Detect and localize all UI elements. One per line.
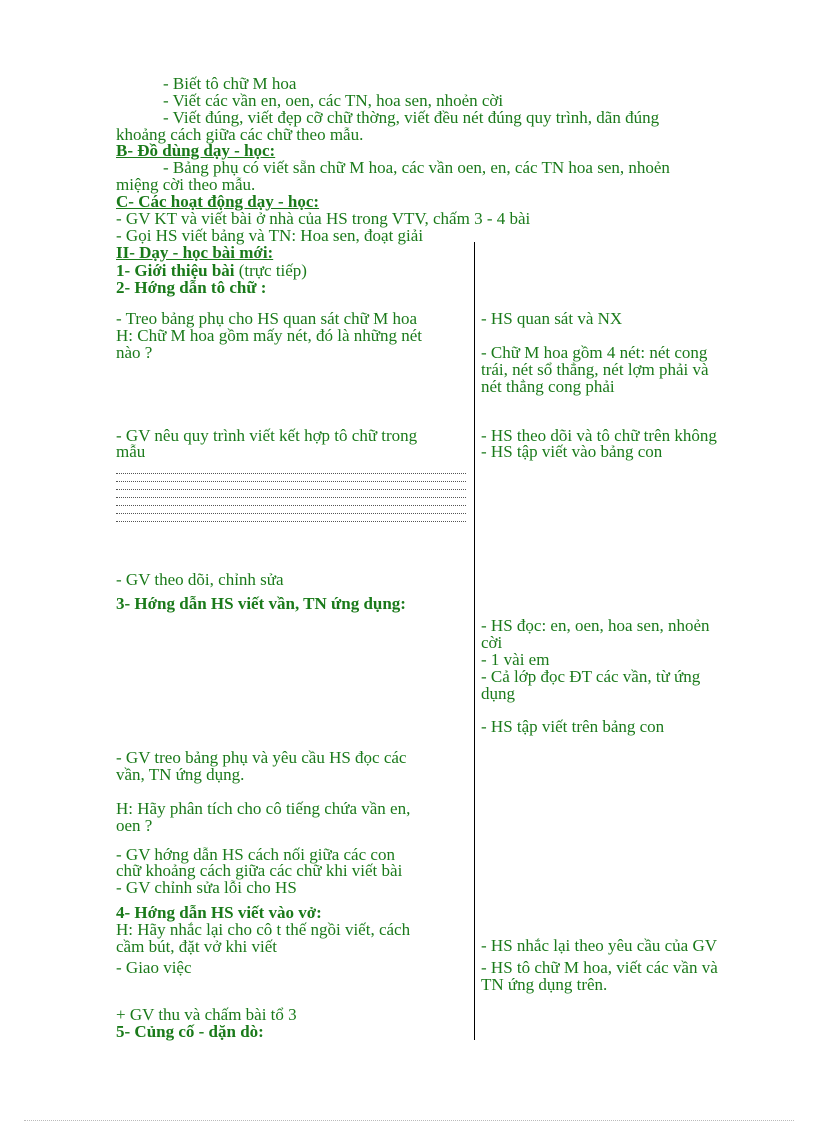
section-c-line-1: - GV KT và viết bài ở nhà của HS trong VTV, chấm 3 - 4 bài [116,209,531,228]
teacher-line-5: mẫu [116,442,146,461]
teacher-line-15: cầm bút, đặt vở khi viết [116,937,278,956]
section-b-heading: B- Đồ dùng dạy - học: [116,141,276,160]
teacher-line-9: H: Hãy phân tích cho cô tiếng chứa vần en, [116,799,411,818]
page-bottom-dots [24,1120,794,1121]
teacher-line-8: vần, TN ứng dụng. [116,765,245,784]
teacher-line-6: - GV theo dõi, chỉnh sửa [116,570,284,589]
student-line-3: trái, nét sổ thẳng, nét lợm phải và [481,360,709,379]
section-ii-heading: II- Dạy - học bài mới: [116,243,274,262]
section-b-line-2: miệng cời theo mẫu. [116,175,256,194]
subsection-3: 3- Hớng dẫn HS viết vần, TN ứng dụng: [116,594,406,613]
teacher-line-17: + GV thu và chấm bài tổ 3 [116,1005,297,1024]
subsection-2: 2- Hớng dẫn tô chữ : [116,278,267,297]
writing-line [116,505,466,506]
student-line-15: TN ứng dụng trên. [481,975,608,994]
student-line-2: - Chữ M hoa gồm 4 nét: nét cong [481,343,708,362]
writing-line [116,489,466,490]
teacher-line-2: H: Chữ M hoa gồm mấy nét, đó là những nét [116,326,422,345]
student-line-4: nét thẳng cong phải [481,377,615,396]
student-line-8: cời [481,633,503,652]
writing-line [116,513,466,514]
student-line-12: - HS tập viết trên bảng con [481,717,665,736]
writing-line [116,481,466,482]
teacher-line-13: - GV chỉnh sửa lỗi cho HS [116,878,297,897]
section-b-line-1: - Bảng phụ có viết sẵn chữ M hoa, các vần oen, en, các TN hoa sen, nhoẻn [163,158,670,177]
student-line-5: - HS theo dõi và tô chữ trên không [481,426,717,445]
student-line-13: - HS nhắc lại theo yêu cầu của GV [481,936,718,955]
student-line-7: - HS đọc: en, oen, hoa sen, nhoẻn [481,616,710,635]
teacher-line-12: chữ khoảng cách giữa các chữ khi viết bài [116,861,403,880]
teacher-line-1: - Treo bảng phụ cho HS quan sát chữ M hoa [116,309,418,328]
objective-line-3: - Viết đúng, viết đẹp cỡ chữ thờng, viết đều nét đúng quy trình, dãn đúng [163,108,660,127]
student-line-1: - HS quan sát và NX [481,309,623,328]
teacher-line-11: - GV hớng dẫn HS cách nối giữa các con [116,845,395,864]
teacher-line-10: oen ? [116,816,153,835]
student-line-9: - 1 vài em [481,650,550,669]
column-divider [474,242,475,1040]
subsection-5: 5- Củng cố - dặn dò: [116,1022,264,1041]
section-c-line-2: - Gọi HS viết bảng và TN: Hoa sen, đoạt giải [116,226,424,245]
teacher-line-3: nào ? [116,343,153,362]
subsection-1-note: (trực tiếp) [234,261,307,280]
writing-line [116,521,466,522]
subsection-4: 4- Hớng dẫn HS viết vào vở: [116,903,322,922]
student-line-6: - HS tập viết vào bảng con [481,442,663,461]
student-line-11: dụng [481,684,515,703]
objective-line-1: - Biết tô chữ M hoa [163,74,297,93]
writing-line [116,497,466,498]
teacher-line-4: - GV nêu quy trình viết kết hợp tô chữ trong [116,426,418,445]
teacher-line-7: - GV treo bảng phụ và yêu cầu HS đọc các [116,748,407,767]
objective-line-2: - Viết các vần en, oen, các TN, hoa sen, nhoẻn cời [163,91,504,110]
section-c-heading: C- Các hoạt động dạy - học: [116,192,320,211]
student-line-14: - HS tô chữ M hoa, viết các vần và [481,958,718,977]
teacher-line-14: H: Hãy nhắc lại cho cô t thế ngồi viết, cách [116,920,411,939]
writing-line [116,473,466,474]
subsection-1-title: 1- Giới thiệu bài [116,261,235,280]
student-line-10: - Cả lớp đọc ĐT các vần, từ ứng [481,667,701,686]
objective-line-3-cont: khoảng cách giữa các chữ theo mẫu. [116,125,364,144]
teacher-line-16: - Giao việc [116,958,192,977]
subsection-1 [116,262,307,279]
